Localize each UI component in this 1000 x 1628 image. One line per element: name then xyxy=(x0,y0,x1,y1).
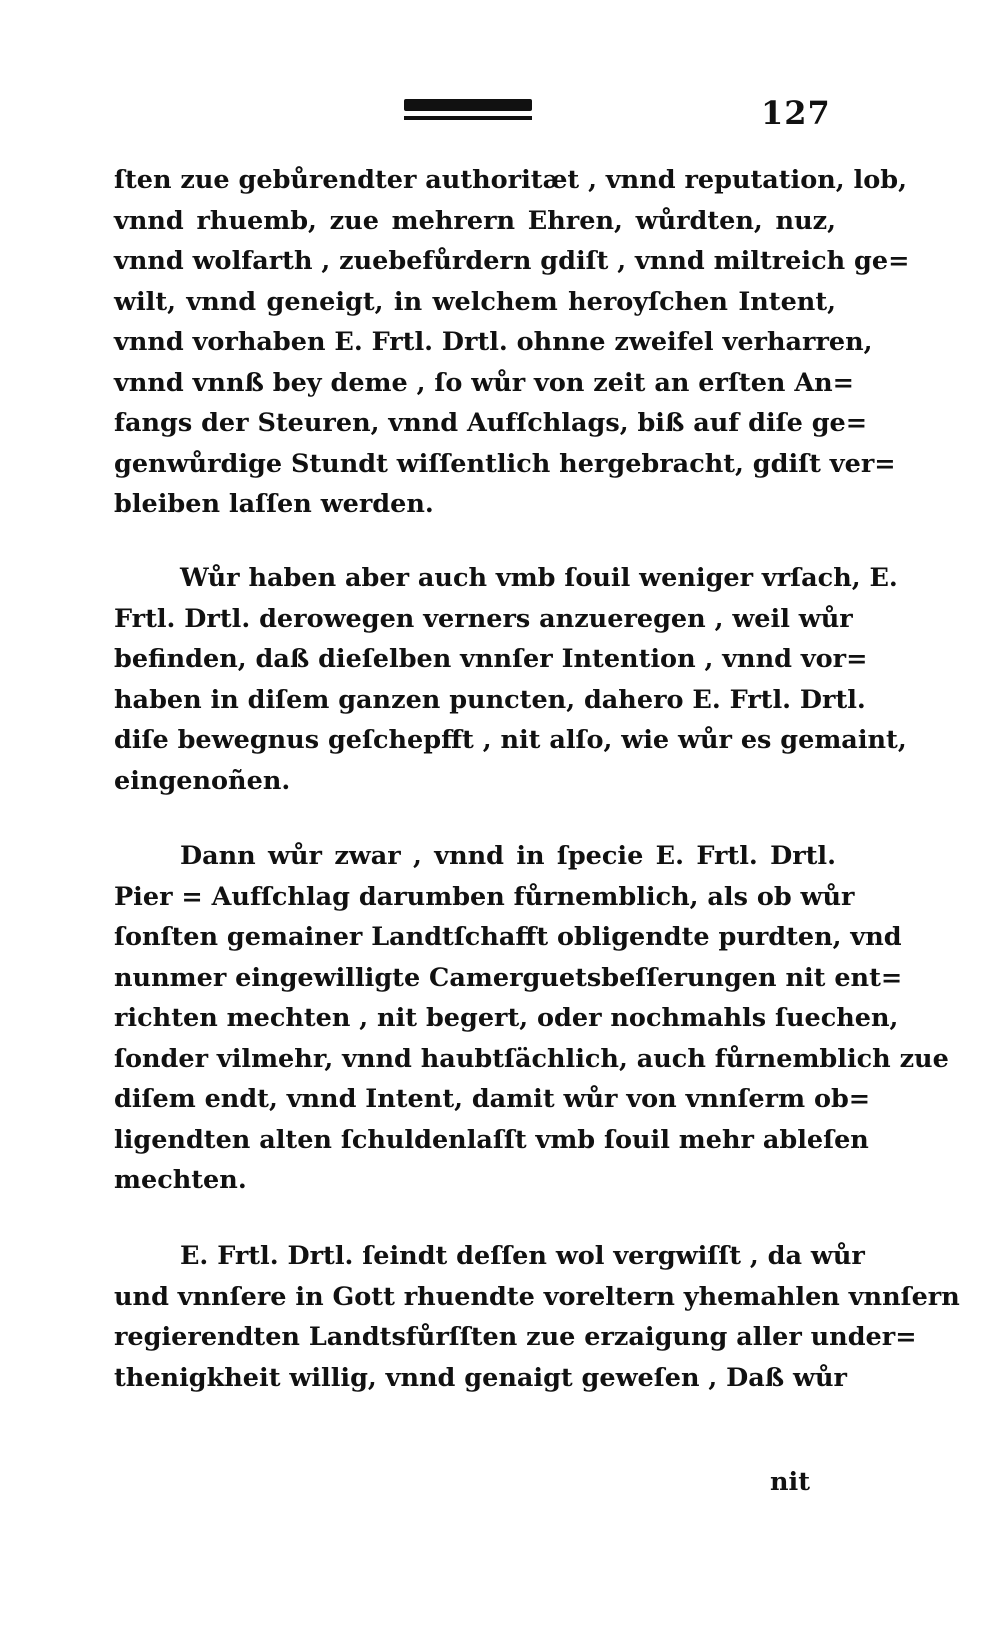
text-line: vnnd vorhaben E. Frtl. Drtl. ohnne zweifel verharren, xyxy=(114,327,873,357)
text-line: vnnd vnnß bey deme , ſo wůr von zeit an erſten An= xyxy=(114,368,855,398)
text-line: wilt, vnnd geneigt, in welchem heroyſchen Intent, xyxy=(114,287,836,317)
text-line: ligendten alten ſchuldenlaſſt vmb ſouil mehr ableſen xyxy=(114,1125,869,1155)
text-line: ſten zue gebůrendter authoritæt , vnnd reputation, lob, xyxy=(114,165,907,195)
text-line: mechten. xyxy=(114,1165,247,1195)
text-line: Dann wůr zwar , vnnd in ſpecie E. Frtl. Drtl. xyxy=(180,841,836,871)
text-line: vnnd rhuemb, zue mehrern Ehren, wůrdten, nuz, xyxy=(114,206,836,236)
text-line: diſem endt, vnnd Intent, damit wůr von vnnſerm ob= xyxy=(114,1084,871,1114)
text-line: Frtl. Drtl. derowegen verners anzueregen , weil wůr xyxy=(114,604,853,634)
text-line: fangs der Steuren, vnnd Aufſchlags, biß auf diſe ge= xyxy=(114,408,868,438)
text-line: und vnnſere in Gott rhuendte voreltern yhemahlen vnnſern xyxy=(114,1282,960,1312)
header-double-rule xyxy=(404,99,532,120)
text-line: ſonſten gemainer Landtſchafft obligendte purdten, vnd xyxy=(114,922,902,952)
text-line: haben in diſem ganzen puncten, dahero E. Frtl. Drtl. xyxy=(114,685,866,715)
catchword: nit xyxy=(770,1467,811,1497)
text-line: richten mechten , nit begert, oder nochmahls ſuechen, xyxy=(114,1003,899,1033)
text-line: eingenoñen. xyxy=(114,766,291,796)
text-line: nunmer eingewilligte Camerguetsbeſſerungen nit ent= xyxy=(114,963,903,993)
text-line: Pier = Aufſchlag darumben fůrnemblich, als ob wůr xyxy=(114,882,855,912)
text-line: vnnd wolfarth , zuebefůrdern gdiſt , vnnd miltreich ge= xyxy=(114,246,910,276)
text-line: diſe bewegnus geſchepfft , nit alſo, wie wůr es gemaint, xyxy=(114,725,907,755)
text-line: thenigkheit willig, vnnd genaigt geweſen , Daß wůr xyxy=(114,1363,847,1393)
text-line: genwůrdige Stundt wiſſentlich hergebracht, gdiſt ver= xyxy=(114,449,896,479)
text-line: bleiben laſſen werden. xyxy=(114,489,434,519)
text-line: ſonder vilmehr, vnnd haubtſächlich, auch fůrnemblich zue xyxy=(114,1044,949,1074)
page-number: 127 xyxy=(761,94,831,132)
text-line: E. Frtl. Drtl. ſeindt deſſen wol vergwiſſt , da wůr xyxy=(180,1241,865,1271)
text-line: regierendten Landtsfůrſſten zue erzaigung aller under= xyxy=(114,1322,917,1352)
text-line: Wůr haben aber auch vmb ſouil weniger vrſach, E. xyxy=(180,563,898,593)
text-line: befinden, daß dieſelben vnnſer Intention , vnnd vor= xyxy=(114,644,868,674)
